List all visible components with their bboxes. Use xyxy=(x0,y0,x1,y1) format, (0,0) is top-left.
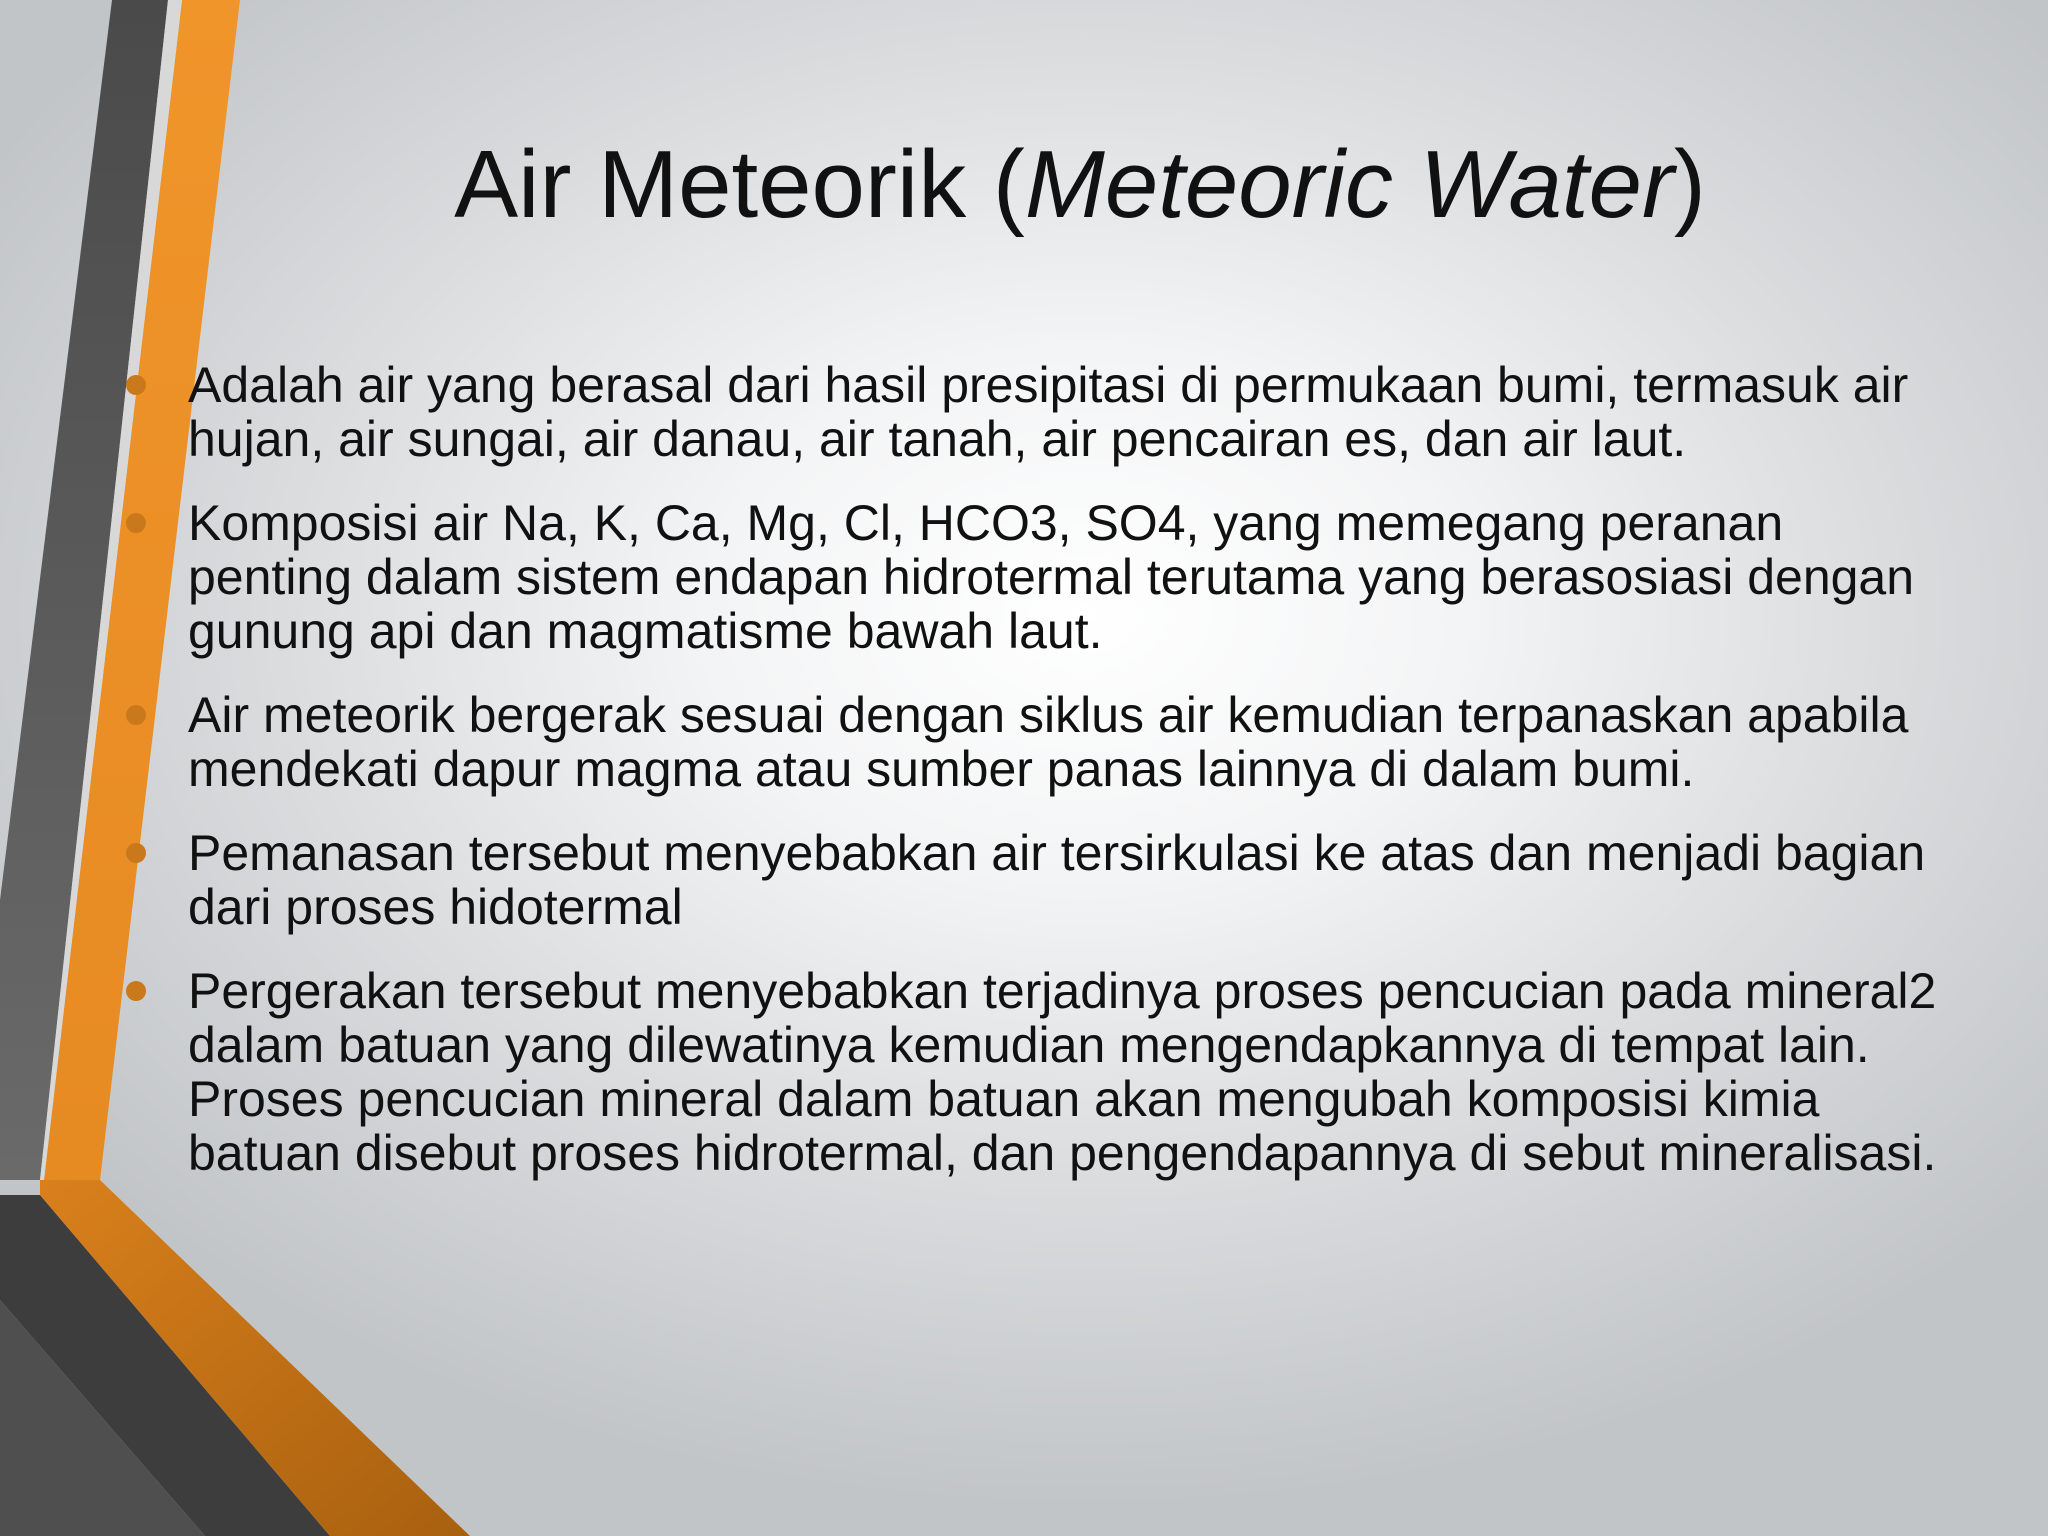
list-item xyxy=(120,826,1950,934)
bullet-text: Pergerakan tersebut menyebabkan terjadinya proses pencucian pada mineral2 dalam batuan yang dilewatinya kemudian mengendapkannya di tempat lain. Proses pencucian mineral dalam batuan akan mengubah komposisi kimia batuan disebut proses hidrotermal, dan pengendapannya di sebut mineralisasi. xyxy=(188,963,1937,1181)
bullet-list xyxy=(120,358,1950,1210)
bullet-icon xyxy=(126,843,146,863)
title-prefix: Air Meteorik ( xyxy=(454,131,1025,238)
list-item xyxy=(120,688,1950,796)
list-item xyxy=(120,496,1950,658)
title-italic: Meteoric Water xyxy=(1024,131,1674,238)
bullet-icon xyxy=(126,981,146,1001)
bullet-text: Komposisi air Na, K, Ca, Mg, Cl, HCO3, SO4, yang memegang peranan penting dalam sistem endapan hidrotermal terutama yang berasosiasi dengan gunung api dan magmatisme bawah laut. xyxy=(188,495,1915,659)
bullet-icon xyxy=(126,375,146,395)
bullet-text: Pemanasan tersebut menyebabkan air tersirkulasi ke atas dan menjadi bagian dari proses hidotermal xyxy=(188,825,1926,935)
list-item xyxy=(120,358,1950,466)
bullet-icon xyxy=(126,513,146,533)
bullet-text: Air meteorik bergerak sesuai dengan siklus air kemudian terpanaskan apabila mendekati dapur magma atau sumber panas lainnya di dalam bumi. xyxy=(188,687,1909,797)
list-item xyxy=(120,964,1950,1180)
slide-title xyxy=(300,130,1860,240)
bullet-text: Adalah air yang berasal dari hasil presipitasi di permukaan bumi, termasuk air hujan, air sungai, air danau, air tanah, air pencairan es, dan air laut. xyxy=(188,357,1909,467)
bullet-icon xyxy=(126,705,146,725)
title-suffix: ) xyxy=(1673,131,1706,238)
